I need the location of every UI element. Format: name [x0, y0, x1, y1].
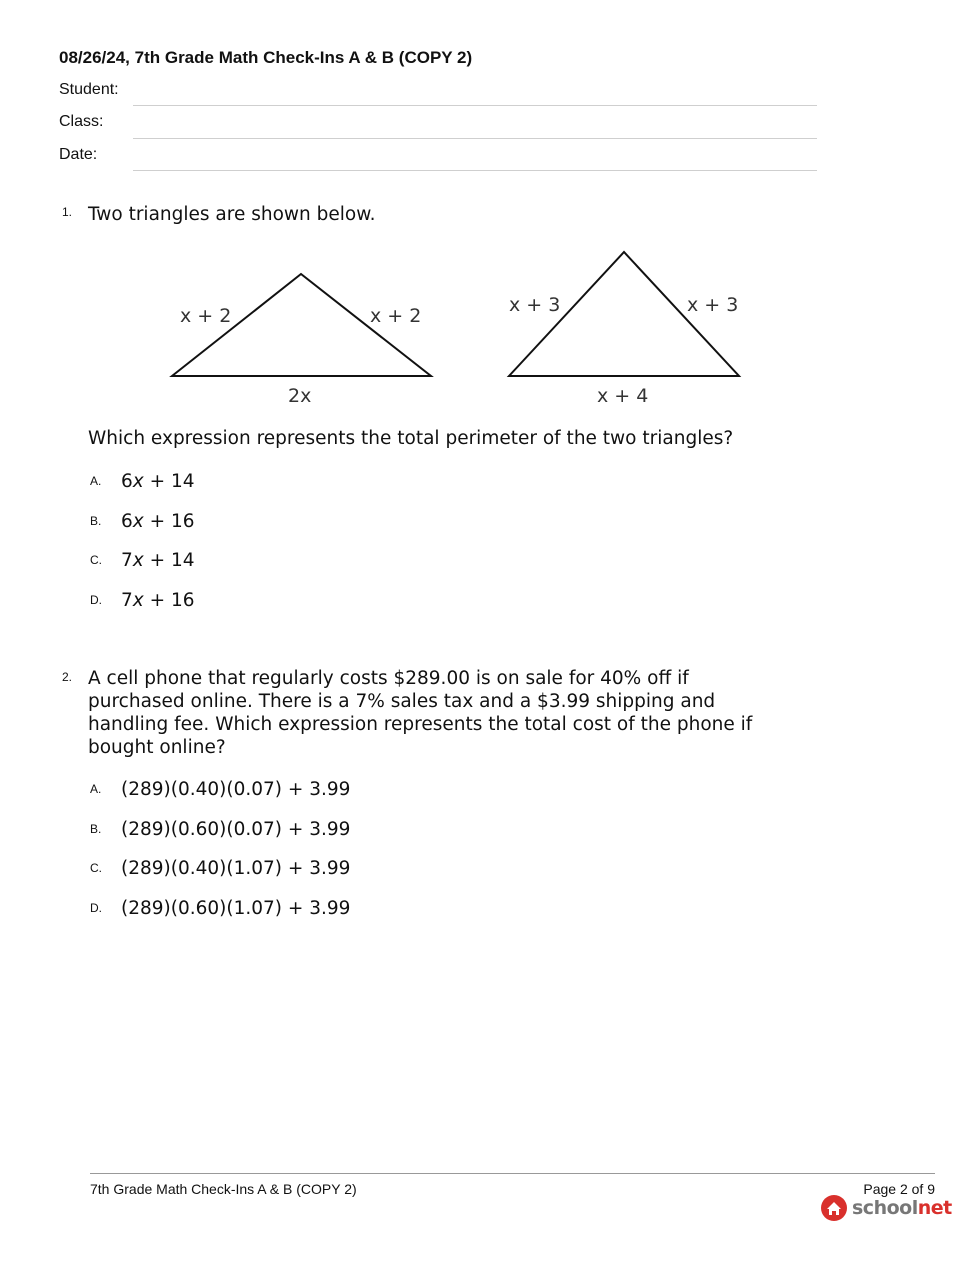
page-title: 08/26/24, 7th Grade Math Check-Ins A & B (COPY 2) [59, 48, 473, 67]
question-2-prompt [88, 667, 818, 759]
house-icon [820, 1194, 848, 1222]
question-1-number: 1. [62, 205, 73, 219]
triangle-2-right-label: x + 3 [687, 294, 739, 316]
option-text: 6x + 16 [121, 511, 195, 532]
footer-divider [90, 1173, 935, 1174]
option-letter: D. [90, 901, 102, 915]
class-field[interactable] [133, 138, 817, 139]
schoolnet-logo [820, 1194, 952, 1222]
option-letter: D. [90, 593, 102, 607]
date-field[interactable] [133, 170, 817, 171]
footer-assessment-name: 7th Grade Math Check-Ins A & B (COPY 2) [90, 1181, 357, 1197]
triangle-1-base-label: 2x [288, 385, 312, 407]
option-letter: C. [90, 553, 102, 567]
option-letter: B. [90, 822, 102, 836]
triangle-1-left-label: x + 2 [180, 305, 232, 327]
class-label: Class: [59, 113, 104, 130]
triangle-1 [172, 274, 431, 407]
question-1-prompt: Two triangles are shown below. [88, 204, 376, 225]
triangle-2-left-label: x + 3 [509, 294, 561, 316]
prompt-line: handling fee. Which expression represents the total cost of the phone if [88, 714, 753, 735]
option-text: (289)(0.60)(1.07) + 3.99 [121, 898, 351, 919]
page-number: Page 2 of 9 [863, 1181, 935, 1197]
option-text: 7x + 16 [121, 590, 195, 611]
prompt-line: purchased online. There is a 7% sales tax and a $3.99 shipping and [88, 691, 716, 712]
option-text: (289)(0.40)(1.07) + 3.99 [121, 858, 351, 879]
prompt-line: A cell phone that regularly costs $289.00 is on sale for 40% off if [88, 668, 689, 689]
option-text: 7x + 14 [121, 550, 195, 571]
triangle-2 [509, 252, 739, 407]
option-letter: B. [90, 514, 102, 528]
option-text: (289)(0.40)(0.07) + 3.99 [121, 779, 351, 800]
question-1-question: Which expression represents the total perimeter of the two triangles? [88, 428, 734, 449]
student-field[interactable] [133, 105, 817, 106]
question-2-number: 2. [62, 670, 73, 684]
triangle-1-right-label: x + 2 [370, 305, 422, 327]
date-label: Date: [59, 146, 98, 163]
option-text: 6x + 14 [121, 471, 195, 492]
option-text: (289)(0.60)(0.07) + 3.99 [121, 819, 351, 840]
logo-wordmark: schoolnet [852, 1197, 952, 1219]
option-letter: A. [90, 474, 102, 488]
student-label: Student: [59, 81, 119, 98]
option-letter: A. [90, 782, 102, 796]
prompt-line: bought online? [88, 737, 226, 758]
option-letter: C. [90, 861, 102, 875]
triangles-figure [150, 240, 770, 415]
triangle-2-base-label: x + 4 [597, 385, 649, 407]
